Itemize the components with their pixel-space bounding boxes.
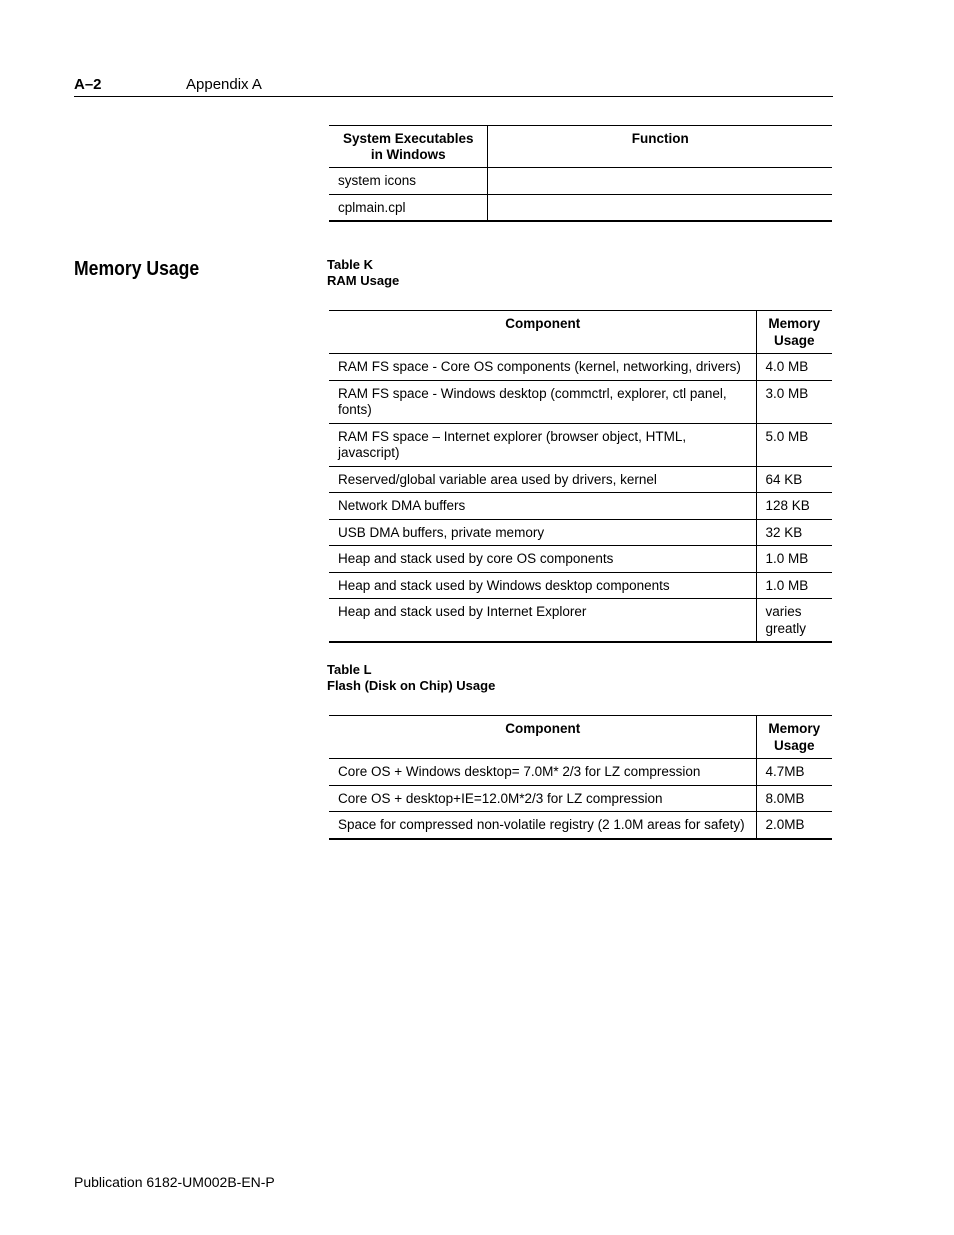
ram-usage: 1.0 MB bbox=[756, 572, 832, 599]
ram-usage: varies greatly bbox=[756, 599, 832, 643]
ram-component: RAM FS space – Internet explorer (browser object, HTML, javascript) bbox=[329, 423, 756, 466]
ram-component: RAM FS space - Windows desktop (commctrl, explorer, ctl panel, fonts) bbox=[329, 380, 756, 423]
flash-component: Core OS + desktop+IE=12.0M*2/3 for LZ compression bbox=[329, 785, 756, 812]
table-row bbox=[329, 812, 832, 839]
table-row bbox=[329, 759, 832, 786]
executables-col-header-function: Function bbox=[487, 126, 832, 168]
executable-function bbox=[487, 194, 832, 221]
executable-function bbox=[487, 168, 832, 195]
table-row bbox=[329, 194, 832, 221]
table-row bbox=[329, 354, 832, 381]
table-row bbox=[329, 466, 832, 493]
chapter-title: Appendix A bbox=[186, 76, 262, 93]
flash-component: Core OS + Windows desktop= 7.0M* 2/3 for LZ compression bbox=[329, 759, 756, 786]
ram-component: Heap and stack used by core OS components bbox=[329, 546, 756, 573]
table-row bbox=[329, 519, 832, 546]
ram-col-header-usage: Memory Usage bbox=[756, 311, 832, 354]
ram-usage: 64 KB bbox=[756, 466, 832, 493]
ram-usage-table bbox=[329, 310, 832, 643]
page-number: A–2 bbox=[74, 76, 102, 93]
flash-component: Space for compressed non-volatile registry (2 1.0M areas for safety) bbox=[329, 812, 756, 839]
ram-usage: 5.0 MB bbox=[756, 423, 832, 466]
executable-name: cplmain.cpl bbox=[329, 194, 487, 221]
ram-usage: 1.0 MB bbox=[756, 546, 832, 573]
ram-usage: 32 KB bbox=[756, 519, 832, 546]
flash-col-header-usage: Memory Usage bbox=[756, 716, 832, 759]
section-title: Memory Usage bbox=[74, 258, 200, 280]
flash-usage: 8.0MB bbox=[756, 785, 832, 812]
flash-col-header-component: Component bbox=[329, 716, 756, 759]
ram-component: Heap and stack used by Windows desktop components bbox=[329, 572, 756, 599]
table-k-caption bbox=[327, 257, 399, 289]
table-row bbox=[329, 423, 832, 466]
flash-usage-table bbox=[329, 715, 832, 840]
table-l-caption bbox=[327, 662, 495, 694]
executables-table bbox=[329, 125, 832, 222]
ram-component: RAM FS space - Core OS components (kernel, networking, drivers) bbox=[329, 354, 756, 381]
ram-usage: 128 KB bbox=[756, 493, 832, 520]
ram-col-header-component: Component bbox=[329, 311, 756, 354]
flash-usage: 4.7MB bbox=[756, 759, 832, 786]
table-k-label: Table K bbox=[327, 257, 373, 272]
ram-usage: 4.0 MB bbox=[756, 354, 832, 381]
page-header bbox=[74, 76, 833, 97]
table-k-title: RAM Usage bbox=[327, 273, 400, 288]
publication-footer: Publication 6182-UM002B-EN-P bbox=[74, 1174, 275, 1190]
executable-name: system icons bbox=[329, 168, 487, 195]
table-row bbox=[329, 572, 832, 599]
ram-component: Reserved/global variable area used by drivers, kernel bbox=[329, 466, 756, 493]
table-row bbox=[329, 785, 832, 812]
flash-usage: 2.0MB bbox=[756, 812, 832, 839]
ram-component: Heap and stack used by Internet Explorer bbox=[329, 599, 756, 643]
ram-component: USB DMA buffers, private memory bbox=[329, 519, 756, 546]
ram-usage: 3.0 MB bbox=[756, 380, 832, 423]
table-row bbox=[329, 546, 832, 573]
table-row bbox=[329, 493, 832, 520]
table-l-title: Flash (Disk on Chip) Usage bbox=[327, 678, 496, 693]
table-row bbox=[329, 380, 832, 423]
ram-component: Network DMA buffers bbox=[329, 493, 756, 520]
executables-col-header-name: System Executables in Windows bbox=[329, 126, 487, 168]
table-row bbox=[329, 599, 832, 643]
table-row bbox=[329, 168, 832, 195]
table-l-label: Table L bbox=[327, 662, 372, 677]
